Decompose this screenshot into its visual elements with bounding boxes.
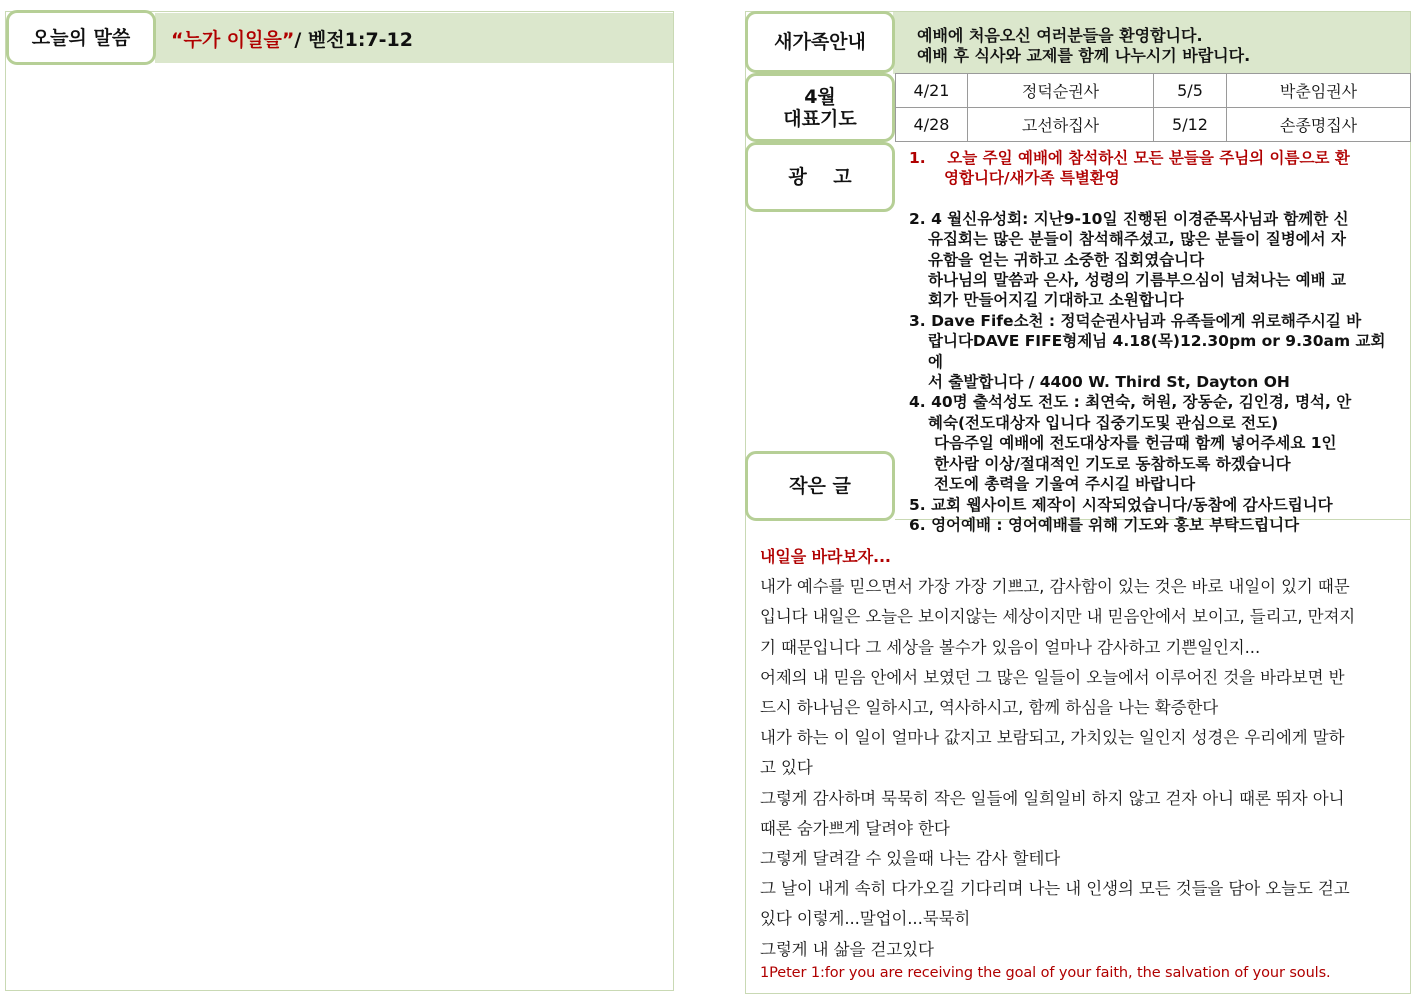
essay-line: 그렇게 감사하며 묵묵히 작은 일들에 일희일비 하지 않고 걷자 아니 때론 뛰자 아니 — [760, 788, 1345, 808]
prayer-date: 4/28 — [896, 108, 968, 142]
announcement-3-line: 3. Dave Fife소천 : 정덕순권사님과 유족들에게 위로해주시길 바 — [909, 311, 1362, 330]
prayer-date: 5/12 — [1154, 108, 1227, 142]
table-row — [896, 74, 1411, 108]
announcements — [895, 142, 1410, 534]
announcement-1-line-2: 영합니다/새가족 특별환영 — [944, 169, 1120, 188]
todays-word-label — [6, 10, 156, 65]
essay-line: 그 날이 내게 속히 다가오길 기다리며 나는 내 인생의 모든 것들을 담아 오늘도 걷고 — [760, 879, 1350, 899]
announcement-4-line: 다음주일 예배에 전도대상자를 헌금때 함께 넣어주세요 1인 — [934, 434, 1337, 453]
prayer-person: 손종명집사 — [1227, 108, 1411, 142]
sermon-title — [157, 13, 667, 63]
essay-verse: 1Peter 1:for you are receiving the goal of your faith, the salvation of your souls. — [760, 964, 1331, 981]
announcement-4-line: 4. 40명 출석성도 전도 : 최연숙, 허원, 장동순, 김인경, 명석, 안 — [909, 393, 1352, 412]
prayer-label-text: 대표기도 — [783, 107, 857, 130]
announcement-2-line: 회가 만들어지길 기대하고 소원합니다 — [928, 291, 1184, 310]
announcement-1 — [909, 148, 1398, 189]
essay-line: 드시 하나님은 일하시고, 역사하시고, 함께 하심을 나는 확증한다 — [760, 698, 1219, 718]
prayer-table-wrap — [895, 73, 1411, 142]
announcement-5: 5. 교회 웹사이트 제작이 시작되었습니다/동참에 감사드립니다 — [909, 495, 1333, 514]
essay-line: 그렇게 내 삶을 걷고있다 — [760, 939, 934, 959]
announcement-2 — [909, 209, 1398, 311]
essay — [746, 522, 1410, 992]
essay-line: 기 때문입니다 그 세상을 볼수가 있음이 얼마나 감사하고 기쁜일인지... — [760, 637, 1261, 657]
newcomer-label — [745, 11, 895, 73]
announcement-1-line-1: 오늘 주일 예배에 참석하신 모든 분들을 주님의 이름으로 환 — [947, 149, 1350, 167]
essay-line: 고 있다 — [760, 758, 813, 778]
announcement-4-line: 전도에 총력을 기울여 주시길 바랍니다 — [934, 475, 1196, 494]
announcement-4-line: 한사람 이상/절대적인 기도로 동참하도록 하겠습니다 — [934, 454, 1291, 473]
todays-word-label-text: 오늘의 말씀 — [31, 26, 131, 49]
sermon-reference: / 벧전1:7-12 — [294, 28, 414, 51]
announcement-3 — [909, 311, 1398, 393]
essay-title: 내일을 바라보자... — [760, 547, 891, 566]
essay-line: 어제의 내 믿음 안에서 보였던 그 많은 일들이 오늘에서 이루어진 것을 바라보면 반 — [760, 667, 1345, 687]
announcement-4 — [909, 392, 1398, 494]
newcomer-message — [895, 12, 1405, 74]
newcomer-label-text: 새가족안내 — [774, 31, 866, 53]
announcement-2-line: 유함을 얻는 귀하고 소중한 집회였습니다 — [928, 250, 1205, 269]
essay-line: 내가 예수를 믿으면서 가장 가장 기쁘고, 감사함이 있는 것은 바로 내일이 있기 때문 — [760, 577, 1350, 597]
essay-line: 입니다 내일은 오늘은 보이지않는 세상이지만 내 믿음안에서 보이고, 들리고, 만져지 — [760, 607, 1356, 627]
essay-label — [745, 451, 895, 521]
table-row — [896, 108, 1411, 142]
prayer-table — [895, 73, 1411, 142]
essay-line: 그렇게 달려갈 수 있을때 나는 감사 할테다 — [760, 849, 1061, 869]
announcement-3-line: 랍니다DAVE FIFE형제님 4.18(목)12.30pm or 9.30am 교회에 — [928, 332, 1386, 371]
essay-line: 내가 하는 이 일이 얼마나 값지고 보람되고, 가치있는 일인지 성경은 우리에게 말하 — [760, 728, 1345, 748]
prayer-date: 5/5 — [1154, 74, 1227, 108]
prayer-person: 박춘임권사 — [1227, 74, 1411, 108]
prayer-person: 정덕순권사 — [968, 74, 1154, 108]
announcement-4-line: 혜숙(전도대상자 입니다 집중기도및 관심으로 전도) — [928, 413, 1279, 432]
ads-label-text: 광 고 — [788, 166, 852, 188]
announcement-6: 6. 영어예배 : 영어예배를 위해 기도와 홍보 부탁드립니다 — [909, 515, 1300, 534]
prayer-person: 고선하집사 — [968, 108, 1154, 142]
newcomer-line-1: 예배에 처음오신 여러분들을 환영합니다. — [917, 26, 1203, 45]
essay-line: 때론 숨가쁘게 달려야 한다 — [760, 818, 950, 838]
newcomer-line-2: 예배 후 식사와 교제를 함께 나누시기 바랍니다. — [917, 46, 1251, 65]
sermon-title-text: “누가 이일을” — [171, 28, 295, 51]
prayer-date: 4/21 — [896, 74, 968, 108]
prayer-label-month: 4월 — [804, 85, 836, 108]
essay-line: 있다 이렇게...말업이...묵묵히 — [760, 909, 971, 929]
prayer-label — [745, 73, 895, 142]
announcement-2-line: 2. 4 월신유성회: 지난9-10일 진행된 이경준목사님과 함께한 신 — [909, 209, 1349, 228]
announcement-2-line: 하나님의 말씀과 은사, 성령의 기름부으심이 넘쳐나는 예배 교 — [928, 271, 1346, 290]
announcement-1-number: 1. — [909, 149, 926, 167]
ads-label — [745, 142, 895, 212]
essay-label-text: 작은 글 — [789, 475, 851, 497]
announcement-2-line: 유집회는 많은 분들이 참석해주셨고, 많은 분들이 질병에서 자 — [928, 230, 1346, 249]
announcement-3-line: 서 출발합니다 / 4400 W. Third St, Dayton OH — [928, 373, 1290, 392]
left-page — [5, 11, 674, 991]
